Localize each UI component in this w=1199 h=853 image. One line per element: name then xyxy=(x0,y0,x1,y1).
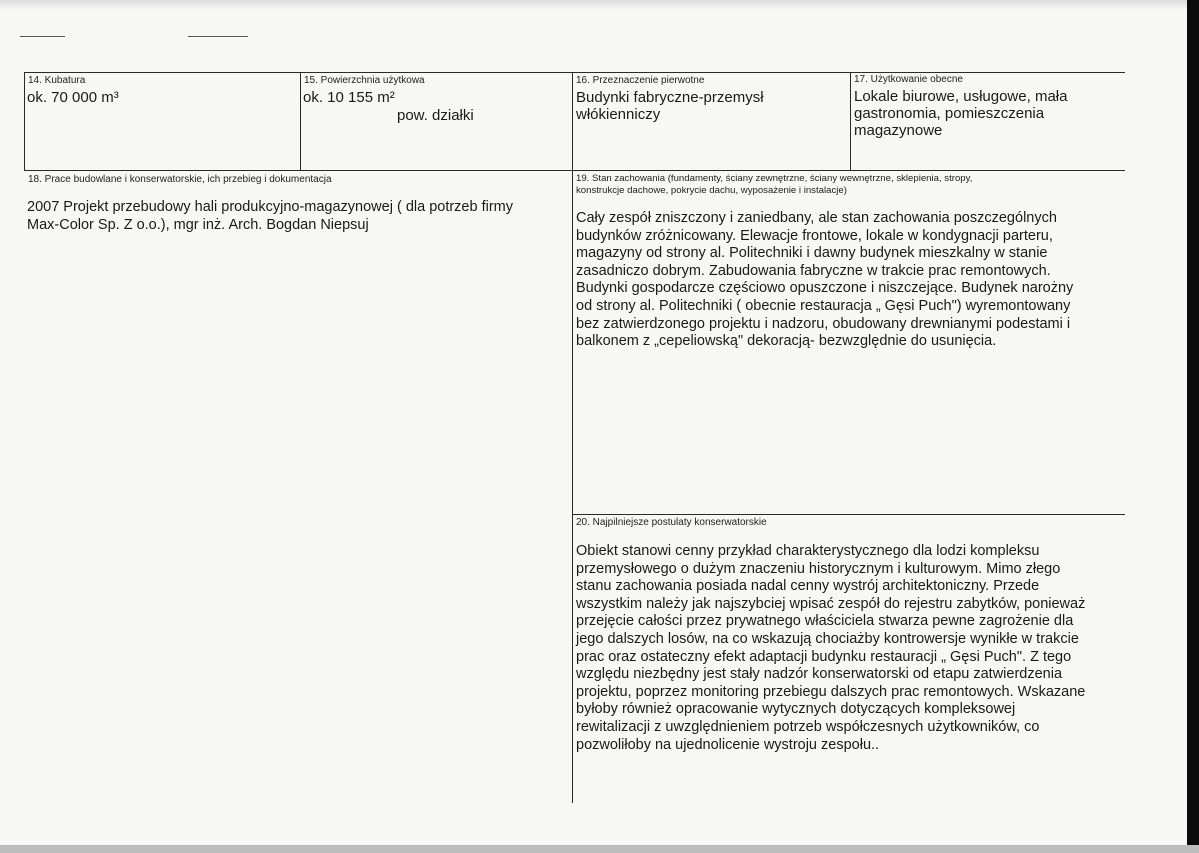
field14-value: ok. 70 000 m³ xyxy=(27,89,119,106)
col-left-border xyxy=(24,72,25,170)
field19-line-7: bez zatwierdzonego projektu i nadzoru, obudowany drewnianymi podestami i xyxy=(576,315,1071,332)
field16-line-1: Budynki fabryczne-przemysł xyxy=(576,89,764,106)
field20-line-1: Obiekt stanowi cenny przykład charakterystycznego dla lodzi kompleksu xyxy=(576,543,1040,559)
field19-label-line-2: konstrukcje dachowe, pokrycie dachu, wyposażenie i instalacje) xyxy=(576,184,847,196)
field19-line-6: od strony al. Politechniki ( obecnie restauracja „ Gęsi Puch") wyremontowany xyxy=(576,297,1071,314)
col-divider-14-15 xyxy=(300,72,301,170)
col-divider-center xyxy=(572,72,573,803)
field17-label: 17. Użytkowanie obecne xyxy=(854,74,963,85)
field15-label: 15. Powierzchnia użytkowa xyxy=(304,75,425,86)
field20-line-5: przejęcie całości przez prywatnego właściciela stwarza pewne zagrożenie dla xyxy=(576,613,1074,630)
field20-line-9: projektu, poprzez monitoring przebiegu dalszych prac remontowych. Wskazane xyxy=(576,683,1086,700)
field18-label: 18. Prace budowlane i konserwatorskie, ich przebieg i dokumentacja xyxy=(28,174,332,185)
field20-line-3: stanu zachowania posiada nadal cenny wystrój architektoniczny. Przede xyxy=(576,578,1040,595)
row-top-border xyxy=(24,72,1125,73)
field20-line-11: rewitalizacji z uwzględnieniem potrzeb współczesnych użytkowników, co xyxy=(576,718,1040,735)
field18-paragraph xyxy=(27,199,513,234)
field19-line-2: budynków zróżnicowany. Elewacje frontowe, lokale w kondygnacji parteru, xyxy=(576,227,1053,244)
field14-label: 14. Kubatura xyxy=(28,75,86,86)
field19-line-1: Cały zespół zniszczony i zaniedbany, ale stan zachowania poszczególnych xyxy=(576,210,1057,226)
field19-line-3: magazyny od strony al. Politechniki i dawny budynek mieszkalny w stanie xyxy=(576,245,1048,262)
stray-mark-2 xyxy=(188,36,248,37)
field19-line-5: Budynki gospodarcze częściowo opuszczone i niszczejące. Budynek narożny xyxy=(576,280,1074,297)
field19-paragraph xyxy=(576,210,1073,351)
field20-line-10: byłoby również opracowanie wytycznych dotyczących kompleksowej xyxy=(576,701,1016,718)
field17-line-2: gastronomia, pomieszczenia xyxy=(854,105,1045,122)
field19-line-8: balkonem z „cepeliowską" dekoracją- bezwzględnie do usunięcia. xyxy=(576,333,997,350)
field19-label-line-1: 19. Stan zachowania (fundamenty, ściany zewnętrzne, ściany wewnętrzne, sklepienia, stropy, xyxy=(576,173,973,184)
scan-bottom-edge xyxy=(0,845,1199,853)
scan-right-edge xyxy=(1187,0,1199,853)
row-mid-border xyxy=(24,170,1125,171)
field19-label xyxy=(576,173,972,196)
field15-value: ok. 10 155 m² xyxy=(303,89,395,106)
field20-line-6: jego dalszych losów, na co wskazują chociażby kontrowersje wynikłe w trakcie xyxy=(576,630,1079,647)
field20-paragraph xyxy=(576,543,1085,754)
field20-line-4: wszystkim należy jak najszybciej wpisać zespół do rejestru zabytków, ponieważ xyxy=(576,595,1086,612)
field20-line-7: prac oraz ostateczny efekt adaptacji budynku restauracji „ Gęsi Puch". Z tego xyxy=(576,648,1072,665)
col-divider-16-17 xyxy=(850,72,851,170)
field17-line-1: Lokale biurowe, usługowe, mała xyxy=(854,88,1068,105)
field19-line-4: zasadniczo dobrym. Zabudowania fabryczne w trakcie prac remontowych. xyxy=(576,262,1051,279)
field20-line-12: pozwoliłoby na ujednolicenie wystroju zespołu.. xyxy=(576,736,880,753)
scan-top-edge xyxy=(0,0,1199,10)
field17-line-3: magazynowe xyxy=(854,122,943,139)
field20-line-8: względu niezbędny jest stały nadzór konserwatorski od etapu zatwierdzenia xyxy=(576,666,1063,683)
field18-line-1: 2007 Projekt przebudowy hali produkcyjno-magazynowej ( dla potrzeb firmy xyxy=(27,199,513,215)
field15-value-plot-area: pow. działki xyxy=(397,107,474,124)
field16-line-2: włókienniczy xyxy=(576,106,661,123)
field18-line-2: Max-Color Sp. Z o.o.), mgr inż. Arch. Bogdan Niepsuj xyxy=(27,216,369,233)
field20-label: 20. Najpilniejsze postulaty konserwatorskie xyxy=(576,517,767,528)
field19-bottom-border xyxy=(572,514,1125,515)
field20-line-2: przemysłowego o dużym znaczeniu historycznym i kulturowym. Mimo złego xyxy=(576,560,1061,577)
field16-label: 16. Przeznaczenie pierwotne xyxy=(576,75,705,86)
stray-mark-1 xyxy=(20,36,65,37)
